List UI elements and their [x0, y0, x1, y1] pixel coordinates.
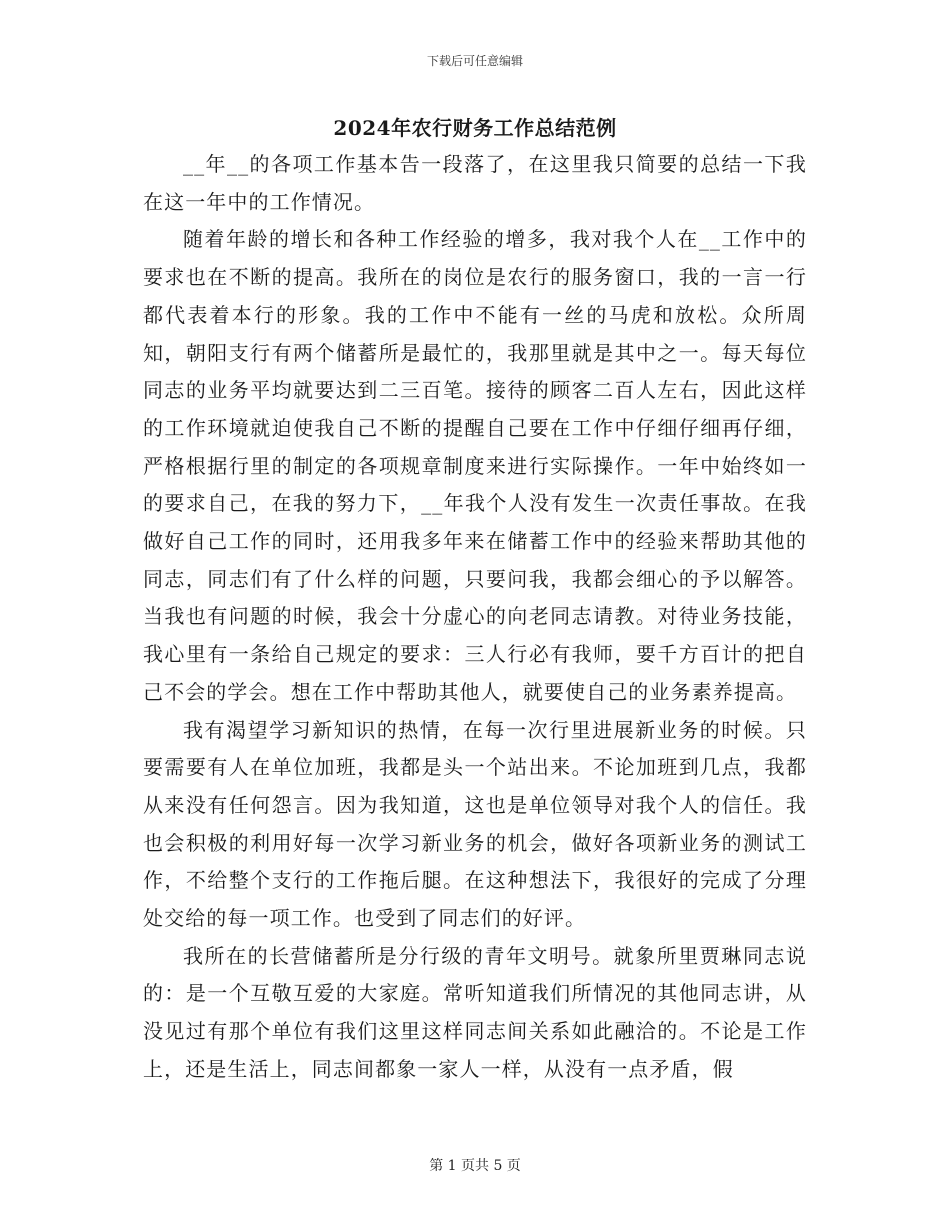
document-body	[143, 146, 807, 1089]
page-header-note: 下载后可任意编辑	[426, 54, 523, 68]
paragraph-intro: __年__的各项工作基本告一段落了，在这里我只简要的总结一下我在这一年中的工作情况。	[143, 152, 807, 214]
paragraph-work-requirements: 随着年龄的增长和各种工作经验的增多，我对我个人在__工作中的要求也在不断的提高。我所在的岗位是农行的服务窗口，我的一言一行都代表着本行的形象。我的工作中不能有一丝的马虎和放松。众所周知，朝阳支行有两个储蓄所是最忙的，我那里就是其中之一。每天每位同志的业务平均就要达到二三百笔。接待的顾客二百人左右，因此这样的工作环境就迫使我自己不断的提醒自己要在工作中仔细仔细再仔细，严格根据行里的制定的各项规章制度来进行实际操作。一年中始终如一的要求自己，在我的努力下，__年我个人没有发生一次责任事故。在我做好自己工作的同时，还用我多年来在储蓄工作中的经验来帮助其他的同志，同志们有了什么样的问题，只要问我，我都会细心的予以解答。当我也有问题的时候，我会十分虚心的向老同志请教。对待业务技能，我心里有一条给自己规定的要求：三人行必有我师，要千方百计的把自己不会的学会。想在工作中帮助其他人，就要使自己的业务素养提高。	[143, 227, 807, 704]
paragraph-learning: 我有渴望学习新知识的热情，在每一次行里进展新业务的时候。只要需要有人在单位加班，我都是头一个站出来。不论加班到几点，我都从来没有任何怨言。因为我知道，这也是单位领导对我个人的信任。我也会积极的利用好每一次学习新业务的机会，做好各项新业务的测试工作，不给整个支行的工作拖后腿。在这种想法下，我很好的完成了分理处交给的每一项工作。也受到了同志们的好评。	[143, 717, 807, 931]
paragraph-team: 我所在的长营储蓄所是分行级的青年文明号。就象所里贾琳同志说的：是一个互敬互爱的大家庭。常听知道我们所情况的其他同志讲，从没见过有那个单位有我们这里这样同志间关系如此融洽的。不论是工作上，还是生活上，同志间都象一家人一样，从没有一点矛盾，假	[143, 943, 807, 1081]
page-number: 第 1 页共 5 页	[429, 1158, 521, 1174]
document-title: 2024年农行财务工作总结范例	[333, 116, 617, 140]
